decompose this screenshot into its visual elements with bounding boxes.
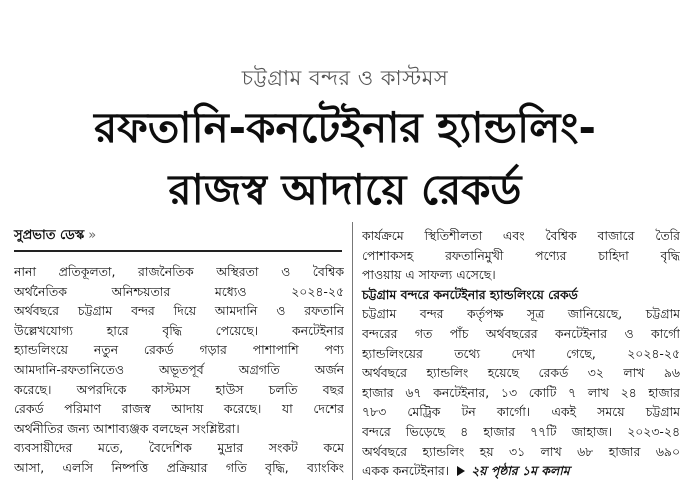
continuation-link[interactable]: ২য় পৃষ্ঠার ১ম কলাম (471, 463, 570, 479)
section-kicker: চট্টগ্রাম বন্দর ও কাস্টমস (241, 66, 449, 90)
headline-line-1: রফতানি-কনটেইনার হ্যান্ডলিং- (94, 103, 596, 152)
body-line: হ্যান্ডলিংয়ের তথ্যে দেখা গেছে, ২০২৪-২৫ (362, 345, 680, 361)
final-line-text: একক কনটেইনার। (362, 463, 450, 479)
body-line: অর্থনীতির জন্য আশাব্যঞ্জক বলছেন সংশ্লিষ্টরা। (14, 420, 240, 436)
column-divider (352, 222, 353, 480)
body-line: চট্টগ্রাম বন্দর কর্তৃপক্ষ সূত্র জানিয়েছে, চট্টগ্রাম (362, 306, 680, 322)
body-line: উল্লেখযোগ্য হারে বৃদ্ধি পেয়েছে। কনটেইনার (14, 322, 344, 338)
subheading: চট্টগ্রাম বন্দরে কনটেইনার হ্যান্ডলিংয়ে রেকর্ড (362, 286, 578, 302)
left-column (14, 262, 344, 478)
body-line: আসা, এলসি নিষ্পত্তি প্রক্রিয়ার গতি বৃদ্ধি, ব্যাংকিং (14, 459, 344, 475)
final-line (362, 461, 680, 481)
body-line: কার্যক্রমে স্থিতিশীলতা এবং বৈশ্বিক বাজারে তৈরি (362, 228, 680, 243)
body-line: অর্থনৈতিক অনিশ্চয়তার মধ্যেও ২০২৪-২৫ (14, 283, 344, 299)
body-line: হ্যান্ডলিংয়ে নতুন রেকর্ড গড়ার পাশাপাশি পণ্য (14, 342, 344, 358)
body-line: ব্যবসায়ীদের মতে, বৈদেশিক মুদ্রার সংকট কমে (14, 440, 344, 456)
triangle-right-icon (457, 466, 465, 476)
body-line: নানা প্রতিকূলতা, রাজনৈতিক অস্থিরতা ও বৈশ্বিক (14, 264, 344, 279)
body-line: বন্দরের গত পাঁচ অর্থবছরের কনটেইনার ও কার্গো (362, 325, 680, 341)
body-line: হাজার ৬৭ কনটেইনার, ১৩ কোটি ৭ লাখ ২৪ হাজার (362, 384, 680, 400)
body-line: পাওয়ায় এ সাফল্য এসেছে। (362, 267, 496, 283)
body-line: ৭৮৩ মেট্রিক টন কার্গো। একই সময়ে চট্টগ্রাম (362, 404, 680, 420)
body-line: অর্থবছরে হ্যান্ডলিং হয় ৩১ লাখ ৬৮ হাজার ৬৯০ (362, 443, 680, 459)
body-line: করেছে। অপরদিকে কাস্টমস হাউস চলতি বছর (14, 381, 344, 397)
body-line: অর্থবছরে হ্যান্ডলিং হয়েছে রেকর্ড ৩২ লাখ ৯৬ (362, 365, 680, 381)
byline (14, 226, 342, 247)
chevron-right-icon: » (88, 228, 97, 243)
byline-rule (14, 250, 342, 252)
right-column (362, 226, 680, 481)
body-line: অর্থবছরে চট্টগ্রাম বন্দর দিয়ে আমদানি ও রফতানি (14, 303, 344, 319)
body-line: পোশাকসহ রফতানিমুখী পণ্যের চাহিদা বৃদ্ধি (362, 247, 680, 263)
body-line: আমদানি-রফতানিতেও অভূতপূর্ব অগ্রগতি অর্জন (14, 361, 344, 377)
headline-line-2: রাজস্ব আদায়ে রেকর্ড (168, 165, 522, 214)
body-line: বন্দরে ভিড়েছে ৪ হাজার ৭৭টি জাহাজ। ২০২৩-২৪ (362, 423, 680, 439)
body-line: রেকর্ড পরিমাণ রাজস্ব আদায় করেছে। যা দেশের (14, 401, 344, 417)
byline-text: সুপ্রভাত ডেস্ক (14, 228, 85, 243)
